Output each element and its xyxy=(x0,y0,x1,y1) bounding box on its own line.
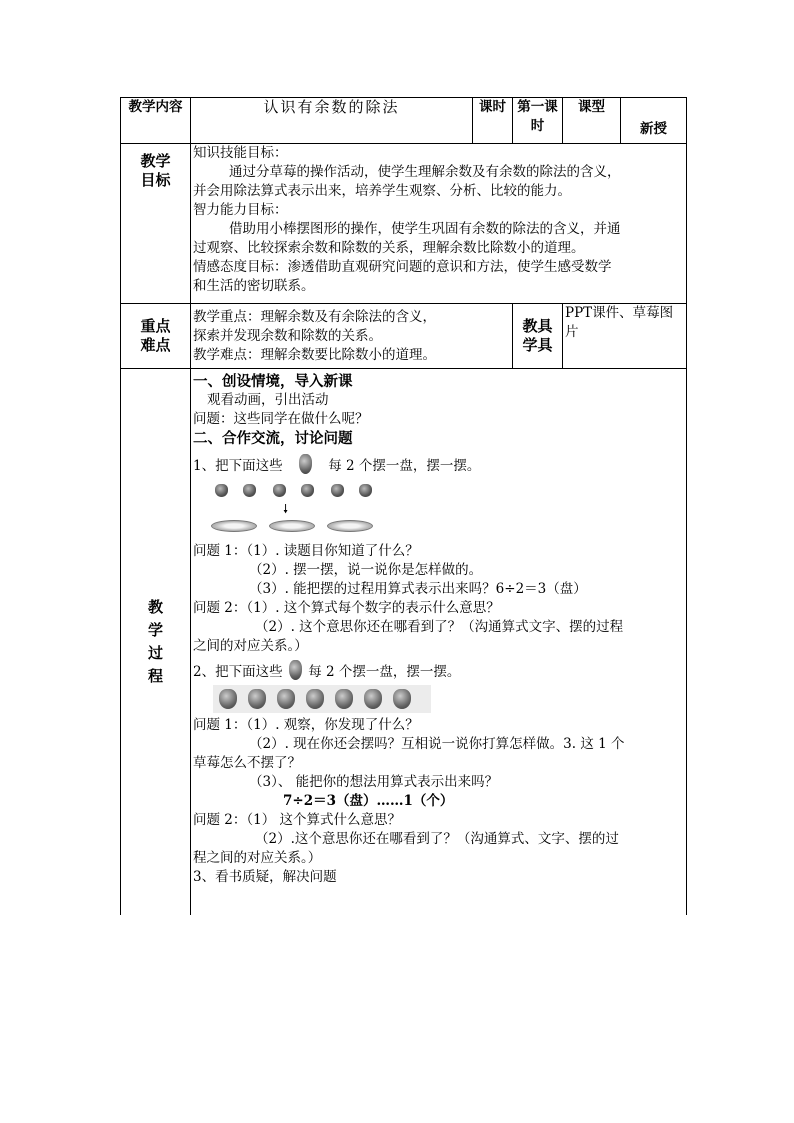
key-points-label-text: 重点难点 xyxy=(140,317,171,354)
plate-icon xyxy=(211,520,257,532)
task3-line: 3、看书质疑，解决问题 xyxy=(193,869,337,885)
process-content xyxy=(191,369,687,916)
t1-question: （2）. 这个意思你还在哪看到了？（沟通算式文字、摆的过程 xyxy=(255,619,624,635)
objective-line: 和生活的密切联系。 xyxy=(193,278,315,294)
lesson-plan-table xyxy=(120,97,687,915)
objective-line: 借助用小棒摆图形的操作，使学生巩固有余数的除法的含义，并通 xyxy=(229,221,621,237)
key-points-label xyxy=(121,304,191,369)
t2-question: （2）. 现在你还会摆吗？互相说一说你打算怎样做。3. 这 1 个 xyxy=(249,736,625,752)
figure-strawberries xyxy=(193,682,684,716)
strawberry-icon xyxy=(364,689,382,709)
t2-question: 问题 1：（1）. 观察，你发现了什么？ xyxy=(193,717,419,733)
strawberry-icon xyxy=(289,660,302,680)
task2-line xyxy=(193,660,684,682)
task1-pre: 1、把下面这些 xyxy=(193,458,283,474)
strawberry-icon xyxy=(299,454,312,474)
objective-line: 知识技能目标： xyxy=(193,145,288,161)
task1-line xyxy=(193,454,684,476)
t2-question: （3）、 能把你的想法用算式表示出来吗？ xyxy=(249,774,499,790)
objective-line: 通过分草莓的操作活动，使学生理解余数及有余数的除法的含义， xyxy=(229,164,621,180)
strawberry-icon xyxy=(359,484,372,497)
key-points-row xyxy=(121,304,687,369)
lesson-title: 认识有余数的除法 xyxy=(191,98,473,144)
task1-post: 每 2 个摆一盘，摆一摆。 xyxy=(328,458,481,474)
objectives-label-text: 教学目标 xyxy=(140,152,171,189)
objective-line: 智力能力目标： xyxy=(193,202,288,218)
key-points-content xyxy=(191,304,513,369)
objectives-content xyxy=(191,144,687,304)
process-label-char: 程 xyxy=(147,667,163,685)
header-row xyxy=(121,98,687,144)
t2-question: 程之间的对应关系。） xyxy=(193,850,322,866)
tools-label-text: 教具学具 xyxy=(522,317,553,354)
type-label: 课型 xyxy=(563,98,621,144)
s1-line: 观看动画，引出活动 xyxy=(207,392,329,408)
strawberry-icon xyxy=(219,689,237,709)
objective-line: 过观察、比较探索余数和除数的关系，理解余数比除数小的道理。 xyxy=(193,240,585,256)
content-label: 教学内容 xyxy=(121,98,191,144)
t2-question: 问题 2：（1） 这个算式什么意思？ xyxy=(193,812,402,828)
t1-question: 问题 1：（1）. 读题目你知道了什么？ xyxy=(193,543,419,559)
section1-title: 一、创设情境，导入新课 xyxy=(193,373,353,390)
objectives-label xyxy=(121,144,191,304)
process-label-char: 过 xyxy=(147,644,163,662)
process-label-char: 学 xyxy=(147,621,163,639)
t1-question: 之间的对应关系。） xyxy=(193,638,308,654)
period-value: 第一课时 xyxy=(513,98,563,144)
strawberry-icon xyxy=(215,484,228,497)
process-label-char: 教 xyxy=(147,598,163,616)
strawberry-icon xyxy=(243,484,256,497)
plate-icon xyxy=(269,520,315,532)
key-point-line: 探索并发现余数和除数的关系。 xyxy=(193,327,382,344)
section2-title: 二、合作交流，讨论问题 xyxy=(193,430,353,447)
task2-pre: 2、把下面这些 xyxy=(193,664,283,680)
strawberry-icon xyxy=(248,689,266,709)
objective-line: 情感态度目标：渗透借助直观研究问题的意识和方法，使学生感受数学 xyxy=(193,259,612,275)
strawberry-icon xyxy=(331,484,344,497)
t1-question: （2）. 摆一摆，说一说你是怎样做的。 xyxy=(249,562,483,578)
strawberry-icon xyxy=(306,689,324,709)
arrow-down-icon: 🠗 xyxy=(283,502,289,516)
t1-question: （3）. 能把摆的过程用算式表示出来吗？6÷2＝3（盘） xyxy=(249,581,587,597)
figure-plates xyxy=(193,476,684,542)
strawberry-icon xyxy=(273,484,286,497)
objective-line: 并会用除法算式表示出来，培养学生观察、分析、比较的能力。 xyxy=(193,183,571,199)
period-label: 课时 xyxy=(473,98,513,144)
tools-label xyxy=(513,304,563,369)
strawberry-icon xyxy=(277,689,295,709)
strawberry-icon xyxy=(301,484,314,497)
key-point-line: 教学重点：理解余数及有余除法的含义， xyxy=(193,308,436,325)
process-label xyxy=(121,369,191,916)
task2-post: 每 2 个摆一盘，摆一摆。 xyxy=(308,664,461,680)
t2-formula: 7÷2＝3（盘）……1（个） xyxy=(283,793,454,809)
t1-question: 问题 2：（1）. 这个算式每个数字的表示什么意思？ xyxy=(193,600,500,616)
type-value: 新授 xyxy=(621,98,687,144)
process-label-text xyxy=(123,596,188,688)
t2-question: （2）.这个意思你还在哪看到了？（沟通算式、文字、摆的过 xyxy=(255,831,619,847)
process-row xyxy=(121,369,687,916)
key-point-line: 教学难点：理解余数要比除数小的道理。 xyxy=(193,346,436,363)
objectives-row xyxy=(121,144,687,304)
strawberry-icon xyxy=(335,689,353,709)
tools-value: PPT课件、草莓图片 xyxy=(563,304,687,369)
t2-question: 草莓怎么不摆了？ xyxy=(193,755,301,771)
strawberry-icon xyxy=(393,689,411,709)
s1-line: 问题：这些同学在做什么呢？ xyxy=(193,411,369,427)
plate-icon xyxy=(327,520,373,532)
